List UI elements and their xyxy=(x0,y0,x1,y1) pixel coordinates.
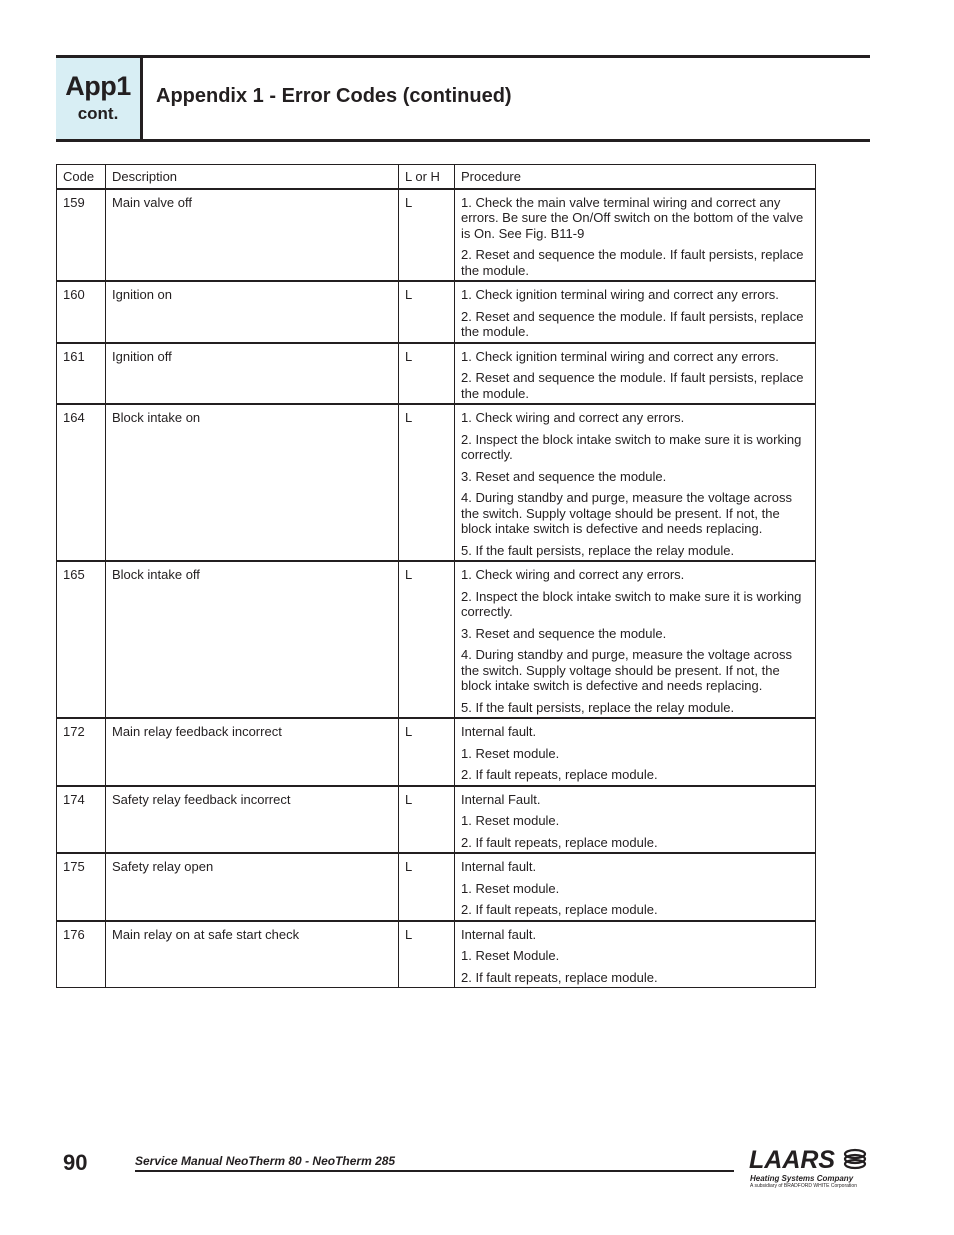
table-row xyxy=(57,853,816,921)
l-or-h-cell: L xyxy=(399,786,455,854)
code-cell: 164 xyxy=(57,404,106,561)
procedure-step: 1. Reset module. xyxy=(461,745,560,761)
footer-rule xyxy=(135,1170,734,1172)
procedure-step: 4. During standby and purge, measure the voltage across the switch. Supply voltage should be present. If not, the block intake switch is defective and needs replacing. xyxy=(461,490,792,536)
l-or-h-cell: L xyxy=(399,343,455,405)
description-cell: Main valve off xyxy=(106,189,399,282)
description-cell: Block intake on xyxy=(106,404,399,561)
laars-wordmark: LAARS xyxy=(749,1146,836,1172)
procedure-step: 1. Check ignition terminal wiring and correct any errors. xyxy=(461,287,779,302)
procedure-step: 3. Reset and sequence the module. xyxy=(461,625,667,641)
procedure-step: 4. During standby and purge, measure the voltage across the switch. Supply voltage should be present. If not, the block intake switch is defective and needs replacing. xyxy=(461,647,792,693)
procedure-step: 5. If the fault persists, replace the relay module. xyxy=(461,699,735,715)
code-cell: 172 xyxy=(57,718,106,786)
coil-icon xyxy=(845,1150,865,1168)
page-number: 90 xyxy=(63,1150,88,1175)
table-row xyxy=(57,786,816,854)
laars-logo xyxy=(748,1146,870,1190)
procedure-step: 2. If fault repeats, replace module. xyxy=(461,969,658,985)
procedure-cell xyxy=(455,404,816,561)
procedure-step: 5. If the fault persists, replace the relay module. xyxy=(461,542,735,558)
table-row xyxy=(57,718,816,786)
procedure-step: 2. If fault repeats, replace module. xyxy=(461,834,658,850)
procedure-step: Internal Fault. xyxy=(461,791,541,807)
procedure-cell xyxy=(455,281,816,343)
procedure-cell xyxy=(455,786,816,854)
appendix-tab-label: App1 xyxy=(65,71,131,101)
procedure-step: 2. Reset and sequence the module. If fault persists, replace the module. xyxy=(461,247,804,278)
l-or-h-cell: L xyxy=(399,189,455,282)
procedure-step: 2. Reset and sequence the module. If fault persists, replace the module. xyxy=(461,370,804,401)
procedure-step: 1. Reset module. xyxy=(461,813,560,828)
l-or-h-cell: L xyxy=(399,718,455,786)
description-cell: Main relay on at safe start check xyxy=(106,921,399,988)
description-cell: Block intake off xyxy=(106,561,399,718)
laars-logo-mark xyxy=(748,1146,870,1172)
procedure-step: Internal fault. xyxy=(461,926,537,942)
procedure-step: 1. Check ignition terminal wiring and correct any errors. xyxy=(461,348,779,364)
description-cell: Ignition on xyxy=(106,281,399,343)
procedure-step: 1. Check wiring and correct any errors. xyxy=(461,567,685,582)
logo-tagline: Heating Systems Company xyxy=(750,1174,854,1183)
table-row xyxy=(57,281,816,343)
header-top-rule xyxy=(56,55,870,58)
table-row xyxy=(57,189,816,282)
page-title: Appendix 1 - Error Codes (continued) xyxy=(156,85,512,107)
header-bottom-rule xyxy=(56,139,870,142)
procedure-step: 2. If fault repeats, replace module. xyxy=(461,767,658,782)
l-or-h-cell: L xyxy=(399,921,455,988)
table-row xyxy=(57,343,816,405)
procedure-step: Internal fault. xyxy=(461,724,537,739)
table-row xyxy=(57,921,816,988)
description-cell: Safety relay open xyxy=(106,853,399,921)
code-cell: 176 xyxy=(57,921,106,988)
procedure-cell xyxy=(455,189,816,282)
table-row xyxy=(57,561,816,718)
error-codes-table xyxy=(56,164,816,988)
procedure-cell xyxy=(455,561,816,718)
logo-subsidiary: A subsidiary of BRADFORD WHITE Corporation xyxy=(750,1183,857,1189)
procedure-step: 2. Reset and sequence the module. If fault persists, replace the module. xyxy=(461,308,804,339)
procedure-step: 2. Inspect the block intake switch to make sure it is working correctly. xyxy=(461,588,802,619)
code-cell: 165 xyxy=(57,561,106,718)
code-cell: 159 xyxy=(57,189,106,282)
l-or-h-cell: L xyxy=(399,281,455,343)
manual-title: Service Manual NeoTherm 80 - NeoTherm 285 xyxy=(135,1154,396,1168)
table-row xyxy=(57,404,816,561)
code-cell: 174 xyxy=(57,786,106,854)
procedure-step: 1. Check the main valve terminal wiring and correct any errors. Be sure the On/Off switch on the bottom of the valve is On. See Fig. B11-9 xyxy=(461,194,804,241)
procedure-cell xyxy=(455,343,816,405)
l-or-h-cell: L xyxy=(399,561,455,718)
column-header-l-or-h: L or H xyxy=(399,165,455,189)
procedure-cell xyxy=(455,921,816,988)
table-header-row xyxy=(57,165,816,189)
procedure-cell xyxy=(455,853,816,921)
code-cell: 160 xyxy=(57,281,106,343)
procedure-step: 1. Check wiring and correct any errors. xyxy=(461,410,685,425)
procedure-step: Internal fault. xyxy=(461,859,537,874)
procedure-step: 2. If fault repeats, replace module. xyxy=(461,902,658,917)
code-cell: 161 xyxy=(57,343,106,405)
column-header-procedure: Procedure xyxy=(455,165,816,189)
column-header-code: Code xyxy=(57,165,106,189)
procedure-step: 1. Reset module. xyxy=(461,880,560,896)
procedure-step: 2. Inspect the block intake switch to make sure it is working correctly. xyxy=(461,431,802,462)
l-or-h-cell: L xyxy=(399,853,455,921)
procedure-step: 1. Reset Module. xyxy=(461,948,560,963)
description-cell: Ignition off xyxy=(106,343,399,405)
description-cell: Safety relay feedback incorrect xyxy=(106,786,399,854)
procedure-cell xyxy=(455,718,816,786)
description-cell: Main relay feedback incorrect xyxy=(106,718,399,786)
appendix-tab xyxy=(56,58,143,139)
column-header-description: Description xyxy=(106,165,399,189)
code-cell: 175 xyxy=(57,853,106,921)
procedure-step: 3. Reset and sequence the module. xyxy=(461,468,667,484)
table-body xyxy=(57,189,816,988)
appendix-tab-sublabel: cont. xyxy=(77,104,119,123)
l-or-h-cell: L xyxy=(399,404,455,561)
